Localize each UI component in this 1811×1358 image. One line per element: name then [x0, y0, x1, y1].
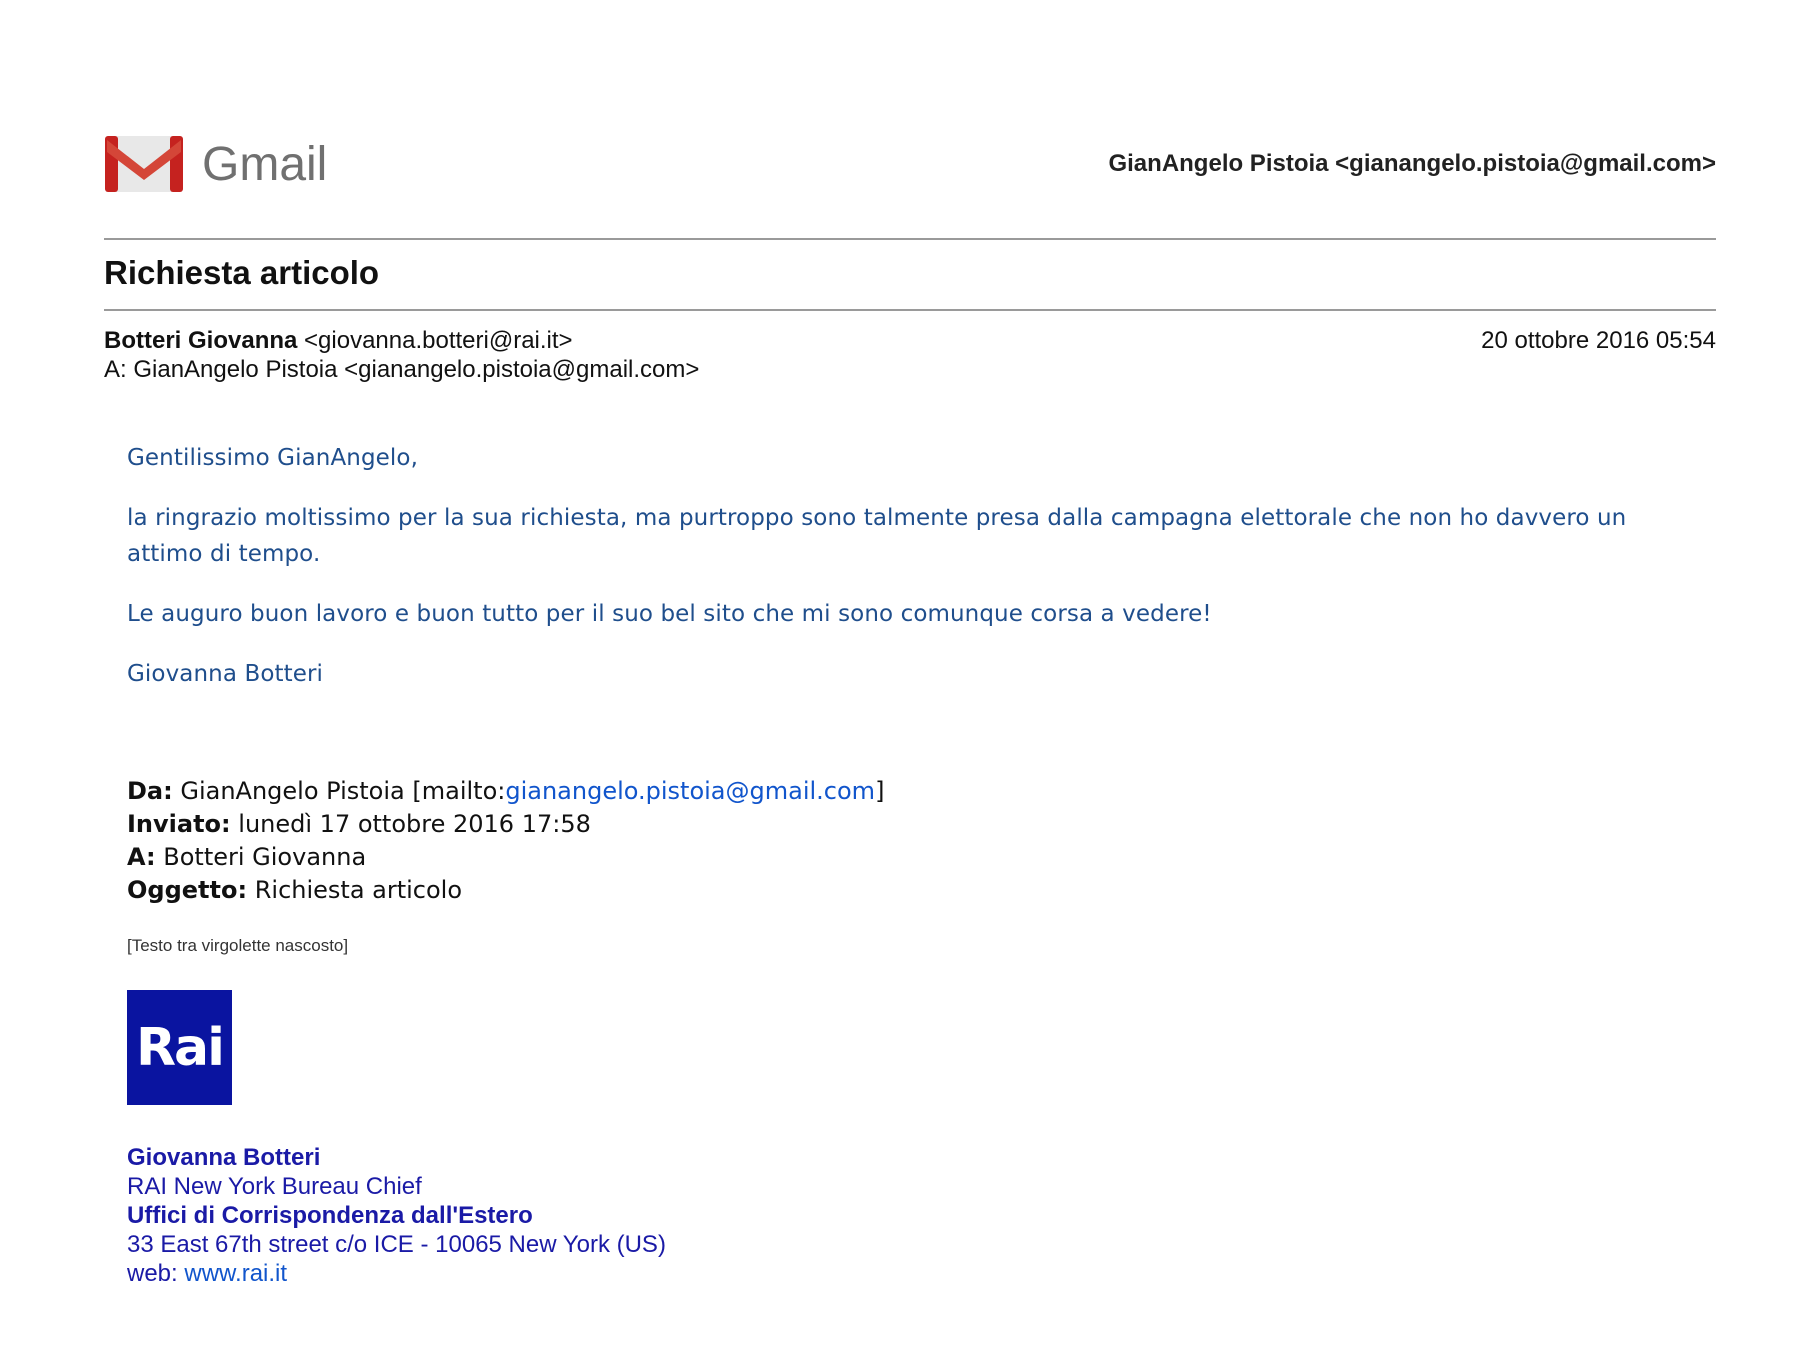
quoted-to-value: Botteri Giovanna [163, 843, 367, 871]
quoted-from-label: Da: [127, 777, 173, 805]
quoted-to [127, 841, 366, 874]
recipient-line: A: GianAngelo Pistoia <gianangelo.pistoia@gmail.com> [104, 356, 700, 383]
message-greeting: Gentilissimo GianAngelo, [127, 445, 419, 471]
message-signoff: Giovanna Botteri [127, 661, 324, 687]
sender-email: <giovanna.botteri@rai.it> [304, 327, 573, 354]
divider [104, 309, 1716, 311]
divider [104, 238, 1716, 240]
signature-name: Giovanna Botteri [127, 1144, 321, 1171]
signature-office: Uffici di Corrispondenza dall'Estero [127, 1202, 533, 1229]
quoted-from-email-link[interactable]: gianangelo.pistoia@gmail.com [505, 777, 876, 805]
signature-title: RAI New York Bureau Chief [127, 1173, 422, 1200]
show-quoted-text-toggle[interactable]: [Testo tra virgolette nascosto] [127, 936, 349, 955]
quoted-from [127, 775, 884, 808]
account-label: GianAngelo Pistoia <gianangelo.pistoia@gmail.com> [1108, 150, 1716, 177]
quoted-from-name: GianAngelo Pistoia [mailto: [180, 777, 506, 805]
rai-logo: Rai [127, 990, 232, 1105]
quoted-subject-label: Oggetto: [127, 876, 248, 904]
signature-web-link[interactable]: www.rai.it [184, 1260, 288, 1287]
message-paragraph: la ringrazio moltissimo per la sua richiesta, ma purtroppo sono talmente presa dalla campagna elettorale che non ho davvero un attimo di tempo. [127, 505, 1627, 567]
quoted-subject [127, 874, 462, 907]
thread-subject: Richiesta articolo [104, 254, 380, 291]
quoted-sent-label: Inviato: [127, 810, 231, 838]
signature-address: 33 East 67th street c/o ICE - 10065 New York (US) [127, 1231, 666, 1258]
signature-web-label: web: [127, 1260, 178, 1287]
message-paragraph: Le auguro buon lavoro e buon tutto per il suo bel sito che mi sono comunque corsa a vedere! [127, 601, 1212, 627]
gmail-envelope-icon [105, 136, 183, 192]
sender-line [104, 327, 573, 355]
quoted-subject-value: Richiesta articolo [254, 876, 463, 904]
gmail-logo [104, 132, 344, 194]
quoted-sent-value: lunedì 17 ottobre 2016 17:58 [238, 810, 591, 838]
quoted-from-close: ] [875, 777, 885, 805]
quoted-sent [127, 808, 591, 841]
sender-name: Botteri Giovanna [104, 327, 298, 354]
signature-web [127, 1259, 287, 1288]
gmail-wordmark: Gmail [202, 138, 328, 191]
quoted-to-label: A: [127, 843, 156, 871]
message-date: 20 ottobre 2016 05:54 [1481, 327, 1716, 354]
